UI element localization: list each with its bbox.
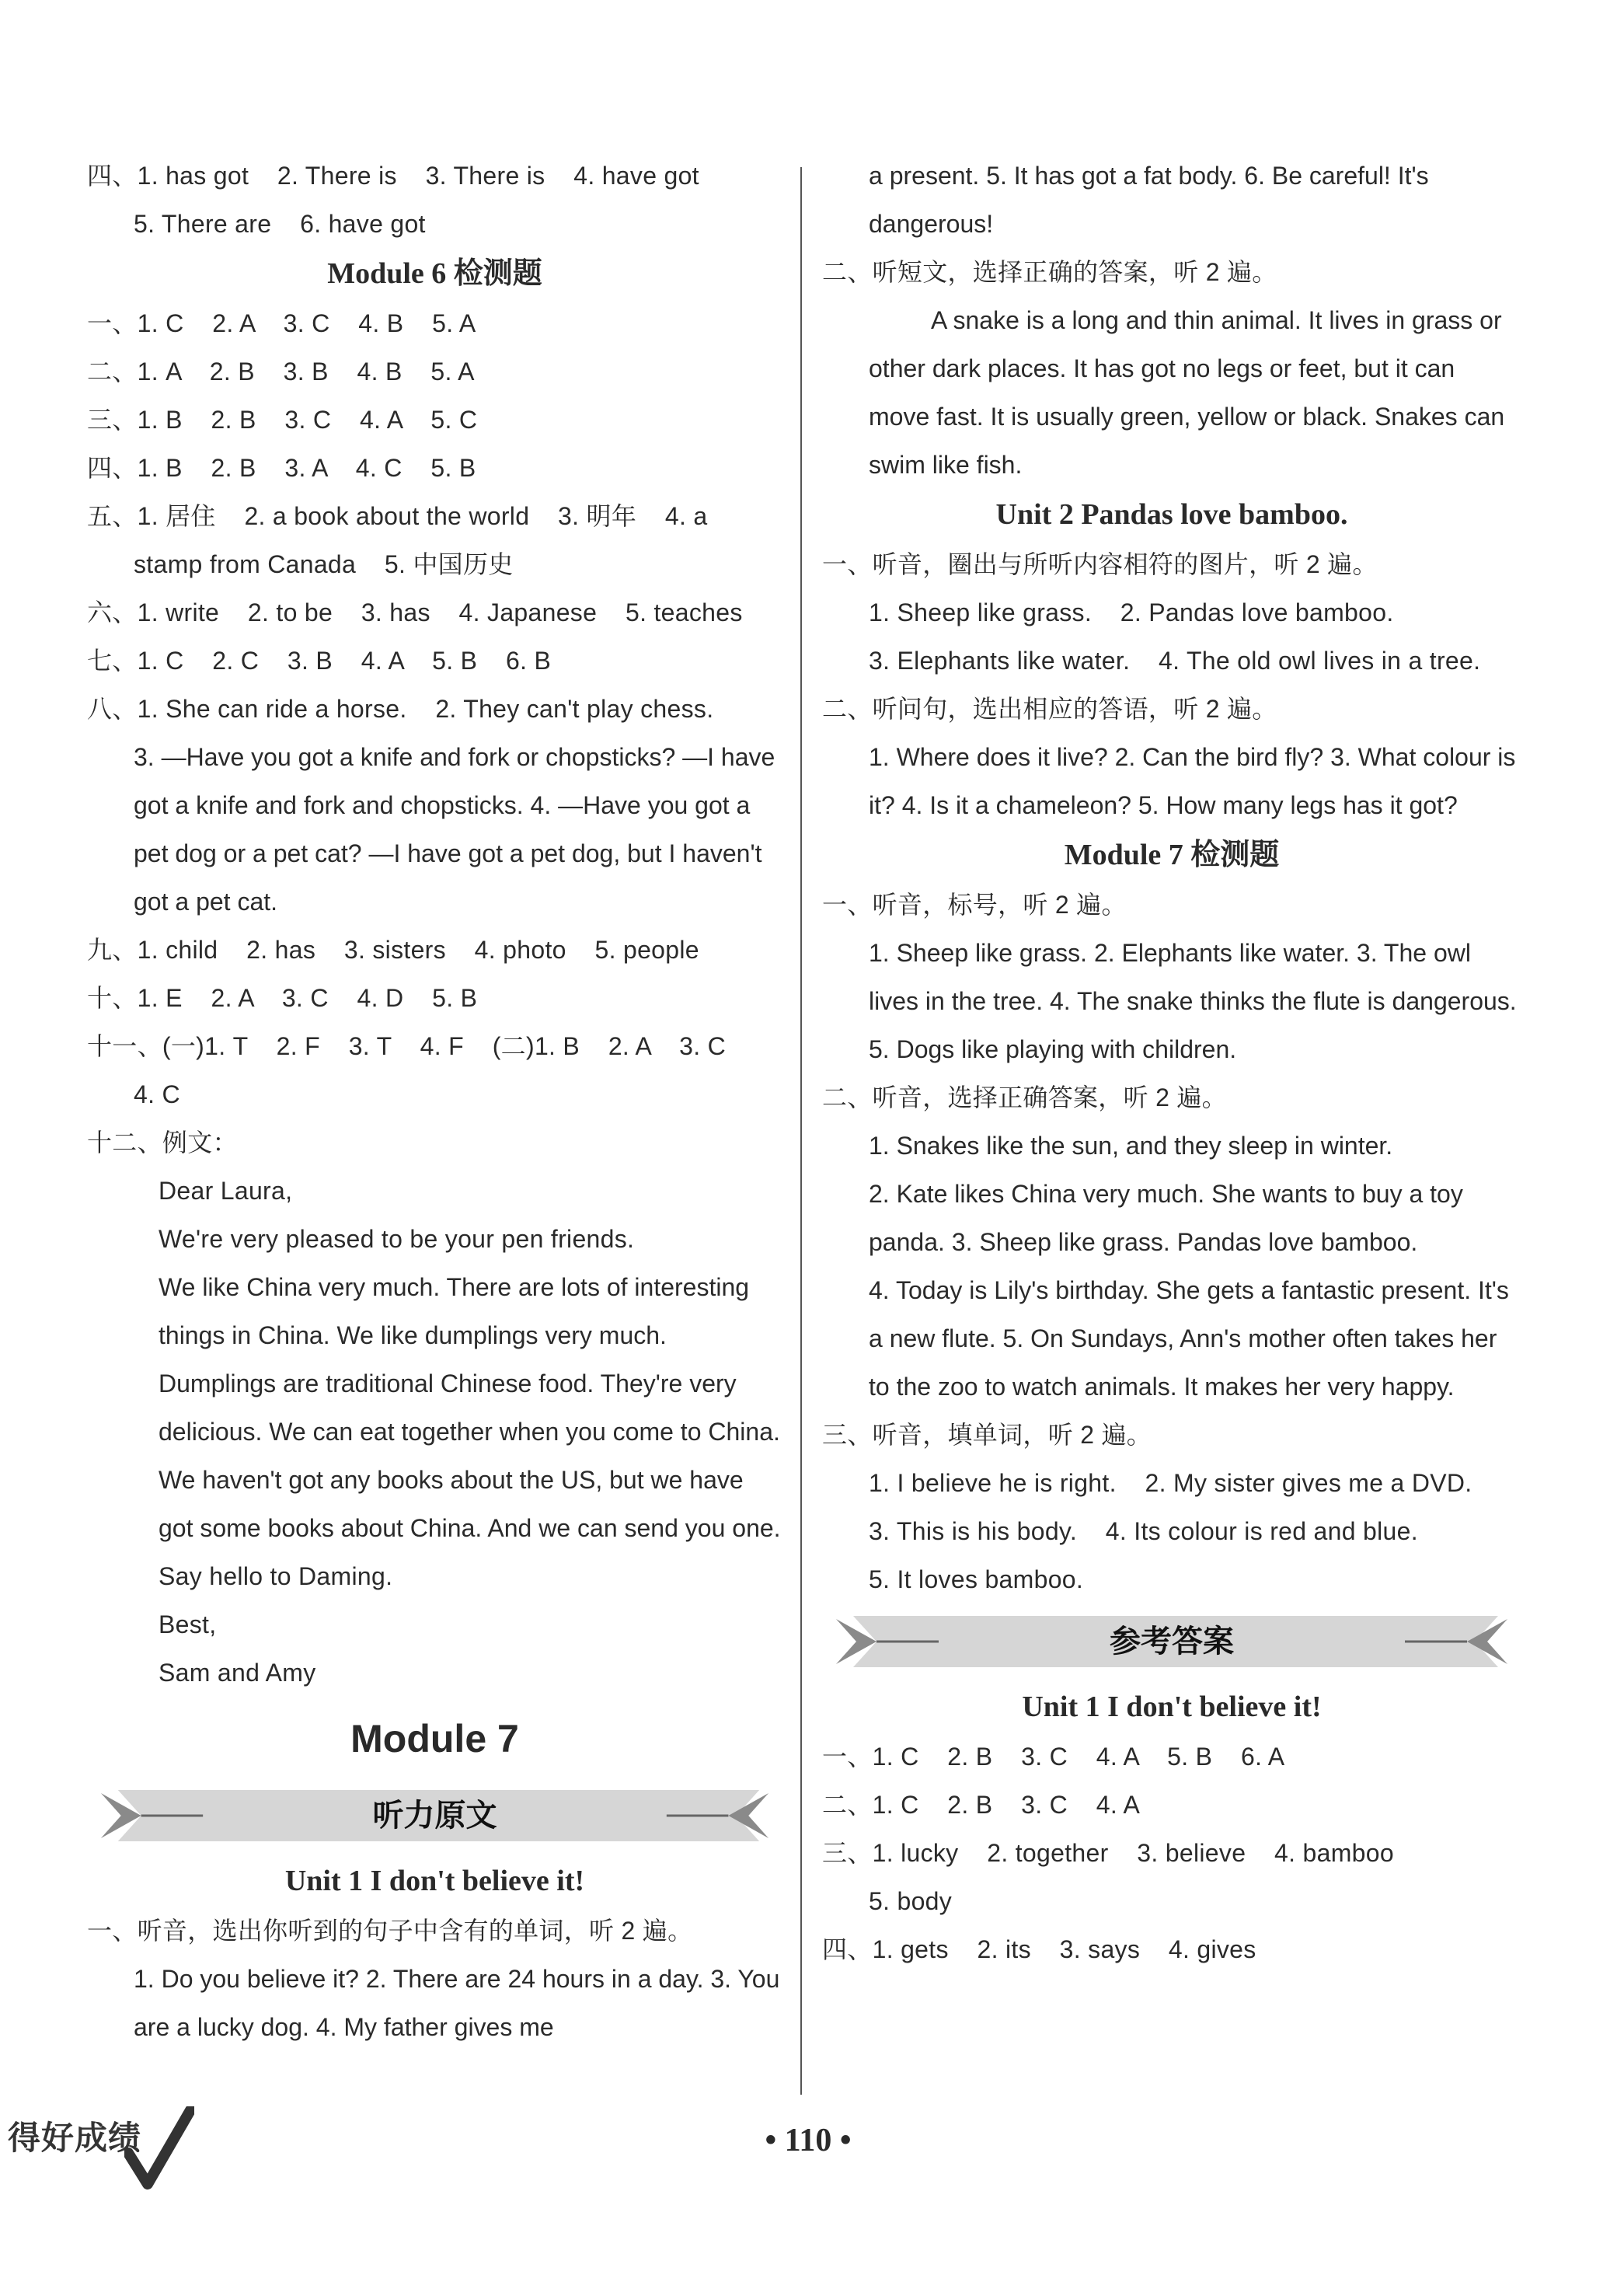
answer-line: 四、1. B 2. B 3. A 4. C 5. B: [87, 454, 476, 482]
answer-line: 三、1. lucky 2. together 3. believe 4. bamboo: [822, 1839, 1394, 1867]
question-heading: 二、听问句，选出相应的答语，听 2 遍。: [822, 695, 1277, 723]
question-line: 3. This is his body. 4. Its colour is red and blue.: [869, 1517, 1418, 1545]
answer-line: 八、1. She can ride a horse. 2. They can't play chess.: [87, 695, 714, 723]
unit-title: Unit 2 Pandas love bamboo.: [995, 498, 1348, 531]
letter-paragraph: We like China very much. There are lots of interesting things in China. We like dumplings very much. Dumplings are traditional Chinese food. They're very delicious. We can eat together when you come to China. We haven't got any books about the US, but we have got some books about China. And we can send you one.: [159, 1273, 781, 1542]
unit-title: Unit 1 I don't believe it!: [1022, 1691, 1322, 1723]
question-line: 3. Elephants like water. 4. The old owl lives in a tree.: [869, 647, 1481, 675]
right-column: [822, 152, 1521, 1973]
question-paragraph: 4. Today is Lily's birthday. She gets a fantastic present. It's a new flute. 5. On Sundays, Ann's mother often takes her to the zoo to watch animals. It makes her very happy.: [869, 1276, 1509, 1401]
answer-line: 三、1. B 2. B 3. C 4. A 5. C: [87, 406, 478, 434]
module7-title: Module 7: [350, 1717, 519, 1760]
answer-line: 一、1. C 2. B 3. C 4. A 5. B 6. A: [822, 1743, 1285, 1771]
question-paragraph: a present. 5. It has got a fat body. 6. Be careful! It's dangerous!: [869, 162, 1429, 238]
answer-line: 四、1. gets 2. its 3. says 4. gives: [822, 1935, 1256, 1963]
letter-paragraph: Say hello to Daming.: [159, 1562, 393, 1590]
letter-closing: Best,: [159, 1610, 217, 1638]
question-line: 5. It loves bamboo.: [869, 1565, 1084, 1593]
question-paragraph: 1. Where does it live? 2. Can the bird fly? 3. What colour is it? 4. Is it a chameleon? 5. How many legs has it got?: [869, 743, 1516, 819]
answer-line: 一、1. C 2. A 3. C 4. B 5. A: [87, 309, 476, 337]
answer-line: 十、1. E 2. A 3. C 4. D 5. B: [87, 984, 478, 1012]
answer-line: 5. There are 6. have got: [134, 210, 426, 238]
section-banner: [822, 1608, 1521, 1675]
brand-logo: [8, 2106, 194, 2192]
answer-paragraph: 3. —Have you got a knife and fork or chopsticks? —I have got a knife and fork and chopsticks. 4. —Have you got a pet dog or a pet cat? —I have got a pet dog, but I haven't got a pet cat.: [134, 743, 775, 916]
question-line: 1. Sheep like grass. 2. Pandas love bamboo.: [869, 598, 1394, 626]
question-paragraph: 2. Kate likes China very much. She wants to buy a toy panda. 3. Sheep like grass. Pandas love bamboo.: [869, 1180, 1463, 1256]
logo-text: 得好成绩: [8, 2119, 142, 2157]
column-divider: [800, 167, 802, 2095]
answer-line: 七、1. C 2. C 3. B 4. A 5. B 6. B: [87, 647, 552, 675]
answer-line: 六、1. write 2. to be 3. has 4. Japanese 5. teaches: [87, 598, 743, 626]
question-line: 1. I believe he is right. 2. My sister gives me a DVD.: [869, 1469, 1472, 1497]
question-heading: 一、听音，圈出与所听内容相符的图片，听 2 遍。: [822, 550, 1378, 578]
question-paragraph: 1. Do you believe it? 2. There are 24 hours in a day. 3. You are a lucky dog. 4. My father gives me: [134, 1965, 780, 2041]
banner-title: 参考答案: [1110, 1624, 1234, 1659]
question-paragraph: 1. Snakes like the sun, and they sleep in winter.: [869, 1132, 1393, 1160]
answer-line: 五、1. 居住 2. a book about the world 3. 明年 4. a: [87, 502, 708, 530]
answer-line: 十二、例文：: [87, 1129, 238, 1157]
page-number: • 110 •: [765, 2123, 852, 2158]
letter-signature: Sam and Amy: [159, 1659, 316, 1687]
answer-line: stamp from Canada 5. 中国历史: [134, 550, 514, 578]
answer-line: 5. body: [869, 1887, 953, 1915]
question-paragraph: A snake is a long and thin animal. It lives in grass or other dark places. It has got no legs or feet, but it can move fast. It is usually green, yellow or black. Snakes can swim like fish.: [869, 306, 1505, 479]
section-banner: [87, 1782, 782, 1849]
answer-line: 九、1. child 2. has 3. sisters 4. photo 5. people: [87, 936, 699, 964]
question-paragraph: 1. Sheep like grass. 2. Elephants like water. 3. The owl lives in the tree. 4. The snake thinks the flute is dangerous. 5. Dogs like playing with children.: [869, 939, 1517, 1063]
banner-title: 听力原文: [372, 1798, 497, 1834]
answer-line: 二、1. A 2. B 3. B 4. B 5. A: [87, 358, 475, 386]
checkmark-icon: [124, 2106, 194, 2192]
left-column: [87, 152, 782, 2051]
question-heading: 一、听音，标号，听 2 遍。: [822, 891, 1127, 919]
question-heading: 三、听音，填单词，听 2 遍。: [822, 1421, 1152, 1449]
question-heading: 一、听音，选出你听到的句子中含有的单词，听 2 遍。: [87, 1917, 693, 1945]
module7-test-title: Module 7 检测题: [1064, 839, 1280, 871]
answer-line: 二、1. C 2. B 3. C 4. A: [822, 1791, 1141, 1819]
answer-line: 4. C: [134, 1080, 180, 1108]
letter-greeting: Dear Laura,: [159, 1177, 293, 1205]
answer-line: 四、1. has got 2. There is 3. There is 4. have got: [87, 162, 699, 190]
question-heading: 二、听音，选择正确答案，听 2 遍。: [822, 1083, 1227, 1111]
module6-test-title: Module 6 检测题: [327, 257, 542, 290]
letter-paragraph: We're very pleased to be your pen friends.: [159, 1225, 635, 1253]
question-heading: 二、听短文，选择正确的答案，听 2 遍。: [822, 258, 1277, 286]
answer-line: 十一、(一)1. T 2. F 3. T 4. F (二)1. B 2. A 3. C: [87, 1032, 727, 1060]
unit-title: Unit 1 I don't believe it!: [284, 1865, 585, 1897]
